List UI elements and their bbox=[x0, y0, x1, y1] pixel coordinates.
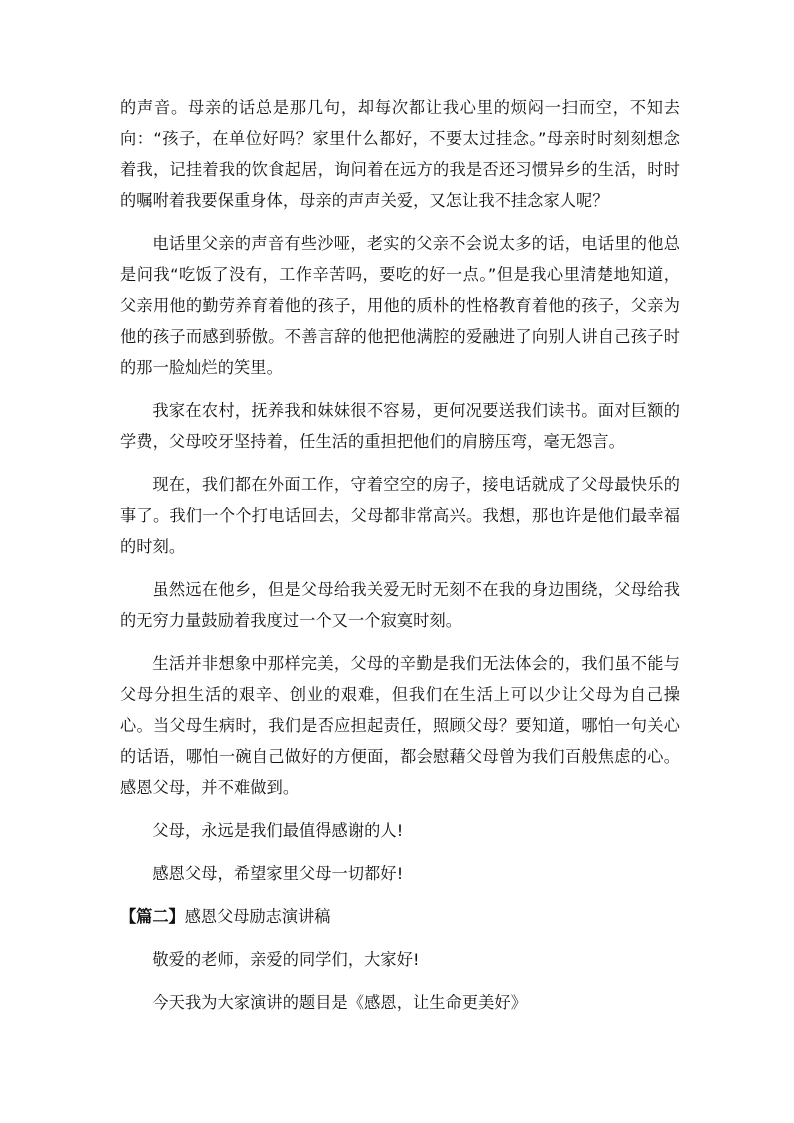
section-heading bbox=[120, 901, 680, 932]
paragraph-parents-most-thankful: 父母，永远是我们最值得感谢的人! bbox=[152, 821, 404, 840]
document-body bbox=[120, 92, 680, 1030]
section-label: 【篇二】 bbox=[120, 907, 185, 926]
paragraph-father-call: 电话里父亲的声音有些沙哑，老实的父亲不会说太多的话，电话里的他总是问我“吃饭了没有，工作辛苦吗，要吃的好一点。”但是我心里清楚地知道，父亲用他的勤劳养育着他的孩子，用他的质朴的性格教育着他的孩子，父亲为他的孩子而感到骄傲。不善言辞的他把他满腔的爱融进了向别人讲自己孩子时的那一脸灿烂的笑里。 bbox=[120, 234, 680, 377]
paragraph-wish-parents-well: 感恩父母，希望家里父母一切都好! bbox=[152, 864, 404, 883]
paragraph-countryside-home: 我家在农村，抚养我和妹妹很不容易，更何况要送我们读书。面对巨额的学费，父母咬牙坚持着，任生活的重担把他们的肩膀压弯，毫无怨言。 bbox=[120, 401, 680, 451]
speech-topic: 今天我为大家演讲的题目是《感恩，让生命更美好》 bbox=[152, 993, 528, 1012]
speech-greeting: 敬爱的老师，亲爱的同学们，大家好! bbox=[152, 950, 420, 969]
paragraph-life-not-perfect: 生活并非想象中那样完美，父母的辛勤是我们无法体会的，我们虽不能与父母分担生活的艰辛、创业的艰难，但我们在生活上可以少让父母为自己操心。当父母生病时，我们是否应担起责任，照顾父母？要知道，哪怕一句关心的话语，哪怕一碗自己做好的方便面，都会慰藉父母曾为我们百般焦虑的心。感恩父母，并不难做到。 bbox=[120, 654, 680, 797]
section-title: 感恩父母励志演讲稿 bbox=[184, 907, 331, 926]
paragraph-mother-call: 的声音。母亲的话总是那几句，却每次都让我心里的烦闷一扫而空，不知去向：“孩子，在单位好吗？家里什么都好，不要太过挂念。”母亲时时刻刻想念着我，记挂着我的饮食起居，询问着在远方的我是否还习惯异乡的生活，时时的嘱咐着我要保重身体，母亲的声声关爱，又怎让我不挂念家人呢？ bbox=[120, 98, 680, 210]
paragraph-far-from-home: 虽然远在他乡，但是父母给我关爱无时无刻不在我的身边围绕，父母给我的无穷力量鼓励着我度过一个又一个寂寞时刻。 bbox=[120, 580, 680, 630]
paragraph-working-away: 现在，我们都在外面工作，守着空空的房子，接电话就成了父母最快乐的事了。我们一个个打电话回去，父母都非常高兴。我想，那也许是他们最幸福的时刻。 bbox=[120, 475, 680, 556]
